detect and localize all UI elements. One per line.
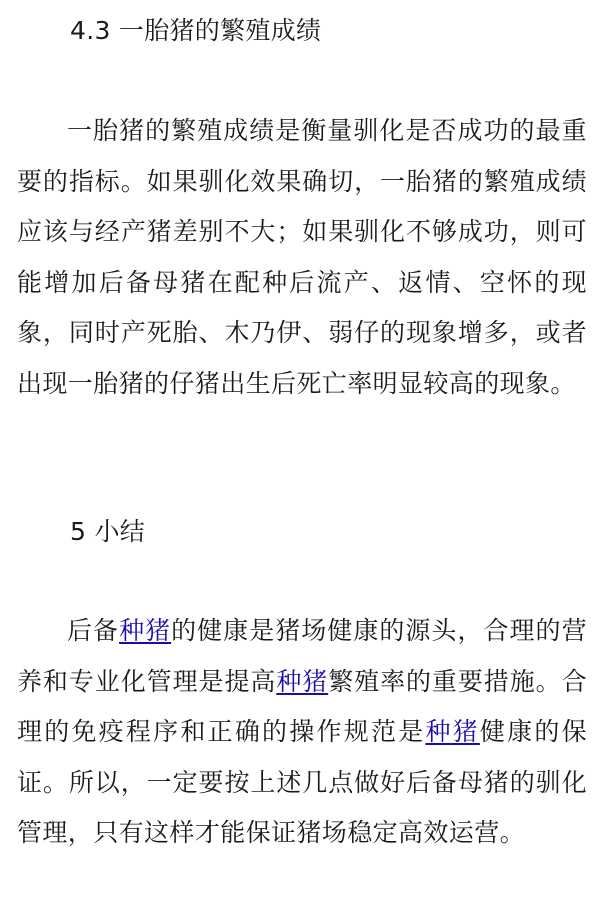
paragraph-text: 后备 (67, 616, 120, 645)
paragraph-text: 健康的保证。所以，一定要按上述几点做好后备母猪的驯化管理，只有这样才能保证猪场稳定高效运营。 (17, 717, 587, 847)
section-paragraph-4-3: 一胎猪的繁殖成绩是衡量驯化是否成功的最重要的指标。如果驯化效果确切，一胎猪的繁殖成绩应该与经产猪差别不大；如果驯化不够成功，则可能增加后备母猪在配种后流产、返情、空怀的现象，同时产死胎、木乃伊、弱仔的现象增多，或者出现一胎猪的仔猪出生后死亡率明显较高的现象。 (17, 116, 587, 398)
breeding-pig-link[interactable]: 种猪 (425, 717, 480, 746)
breeding-pig-link[interactable]: 种猪 (119, 616, 172, 645)
section-paragraph-5 (17, 606, 587, 859)
section-heading-4-3: 4.3 一胎猪的繁殖成绩 (70, 16, 322, 45)
paragraph-text: 的健康是猪场健康的源头，合理的营养和专业化管理是提高 (17, 616, 587, 696)
paragraph-text: 繁殖率的重要措施。合理的免疫程序和正确的操作规范是 (17, 666, 587, 746)
section-heading-5: 5 小结 (70, 517, 146, 546)
breeding-pig-link[interactable]: 种猪 (276, 666, 329, 696)
